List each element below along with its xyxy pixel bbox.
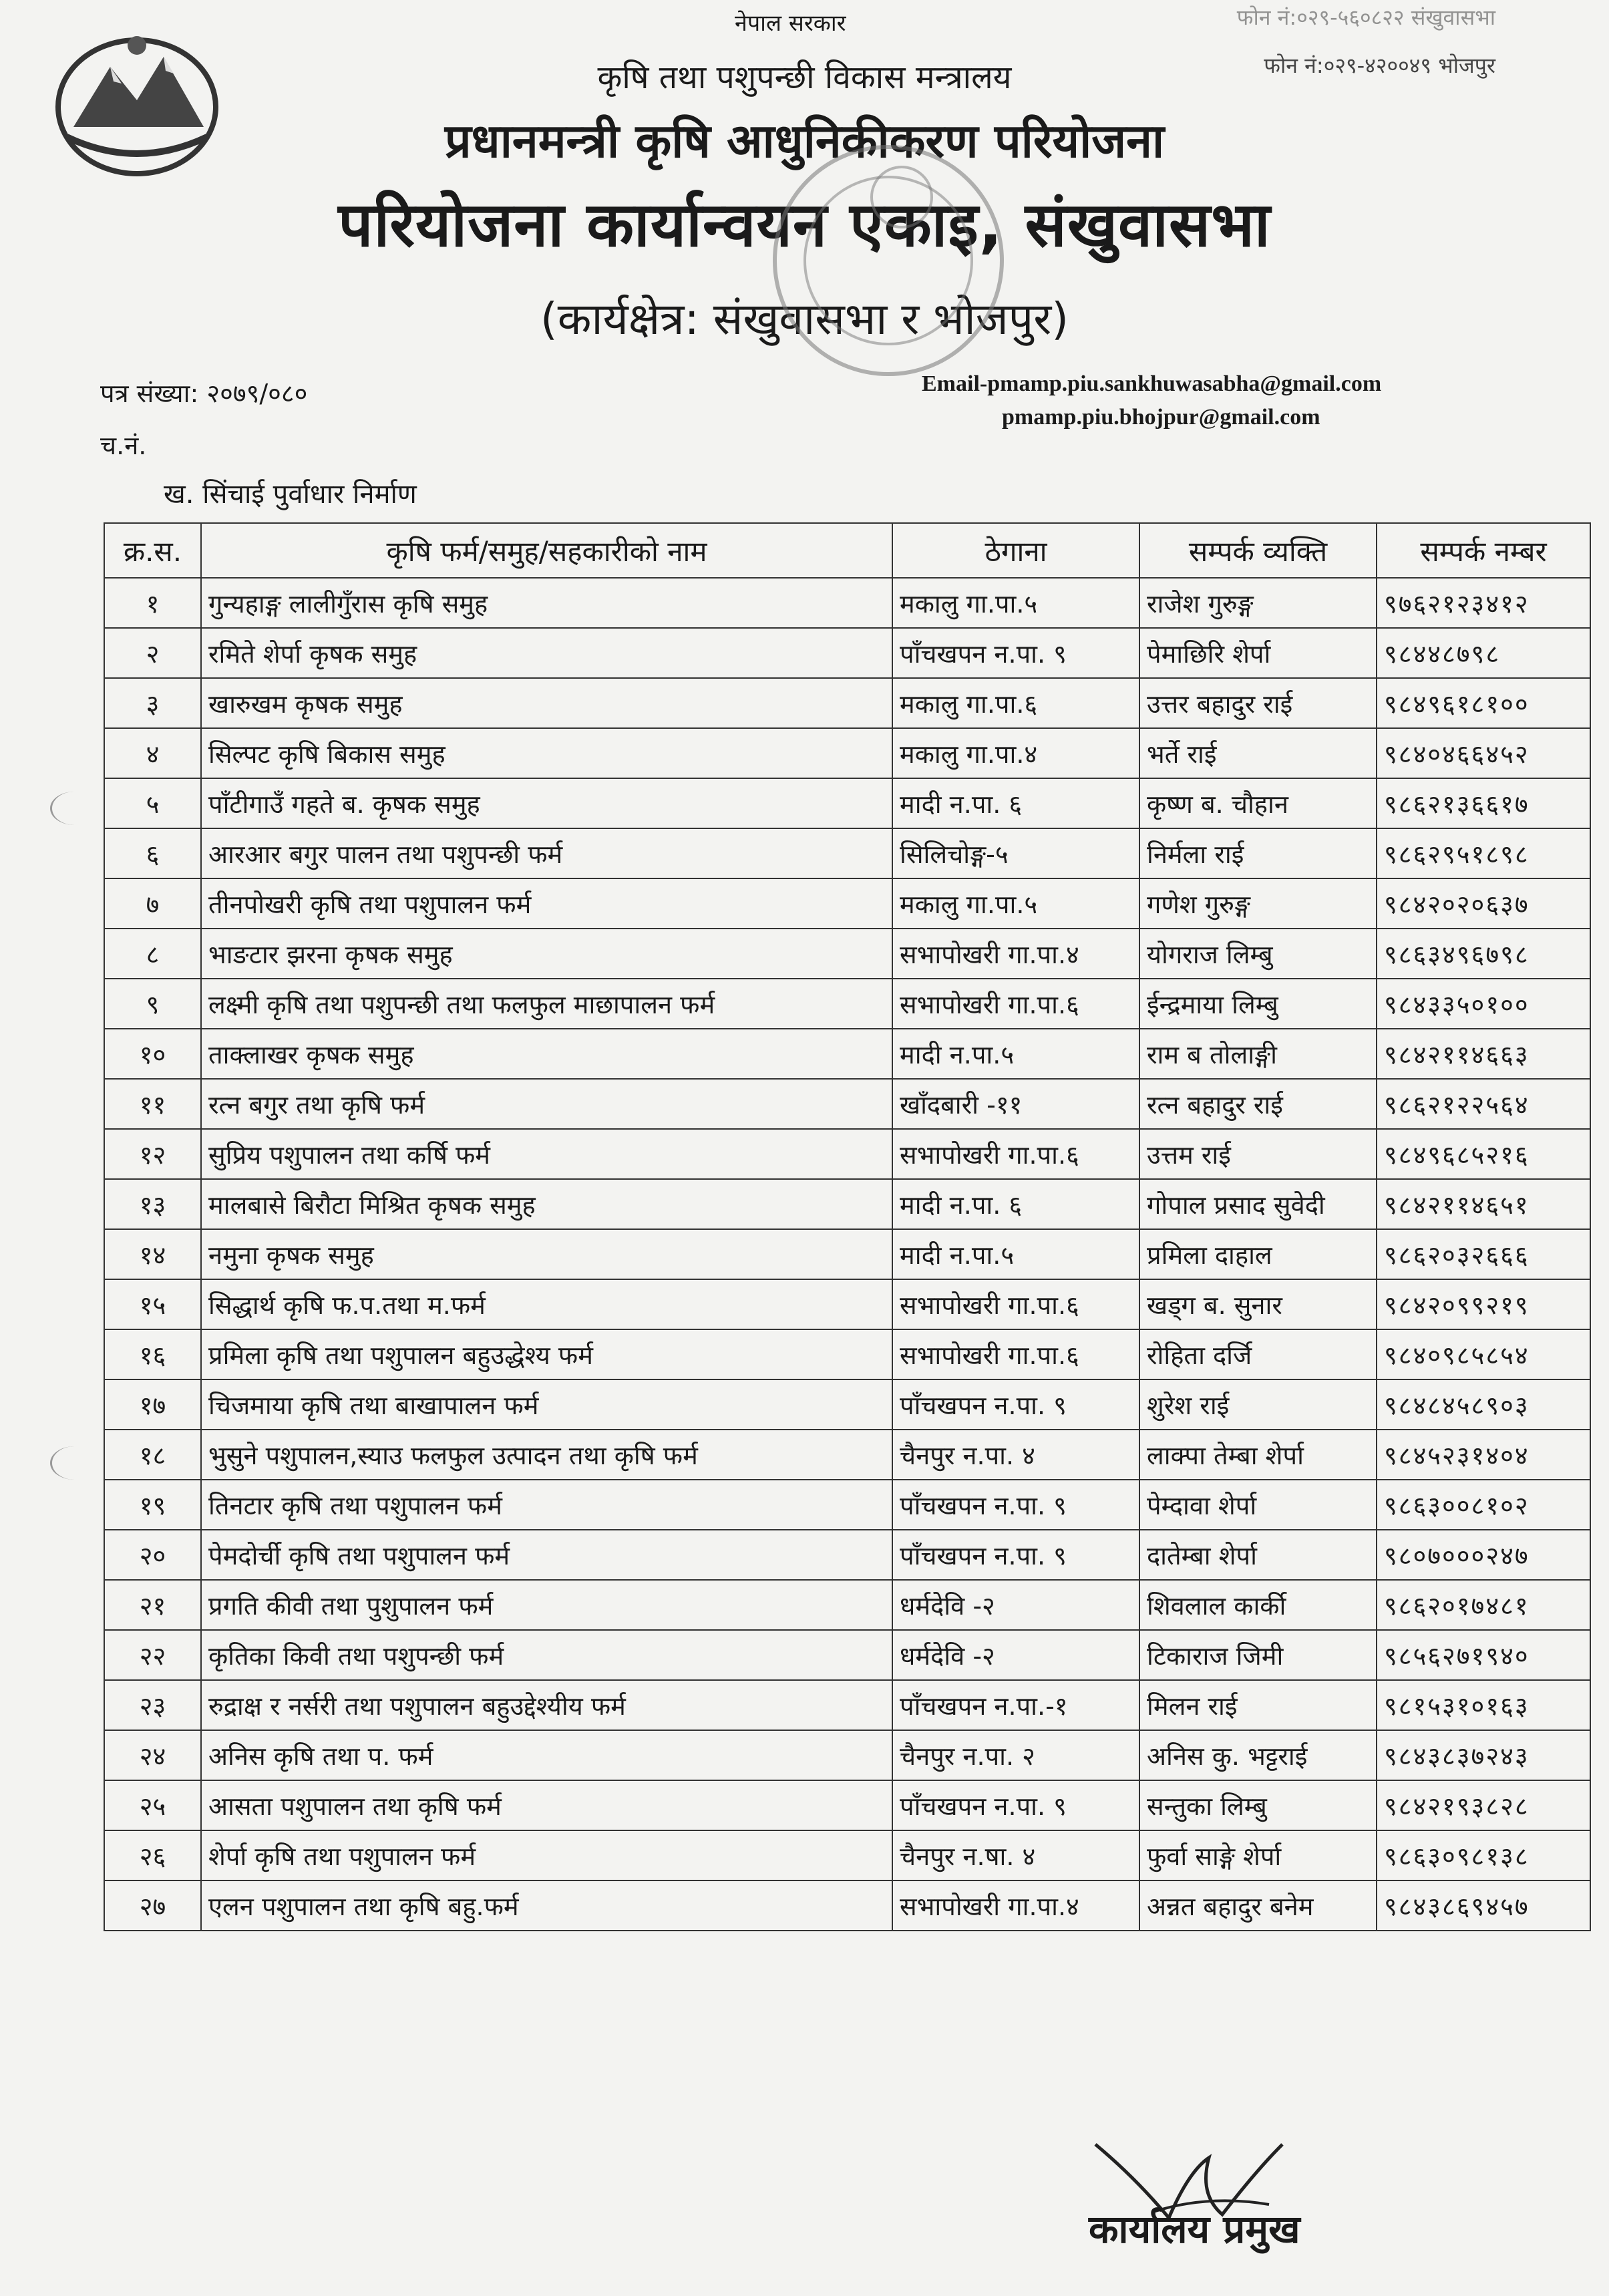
cell-name: खारुखम कृषक समुह (201, 678, 892, 728)
ministry-name: कृषि तथा पशुपन्छी विकास मन्त्रालय (597, 59, 1012, 96)
cell-serial: ६ (104, 828, 201, 878)
dispatch-number: च.नं. (100, 431, 147, 460)
table-row (104, 1530, 1590, 1580)
table-row (104, 1730, 1590, 1780)
cell-contact-person: रोहिता दर्जि (1139, 1329, 1377, 1379)
cell-serial: ५ (104, 778, 201, 828)
cell-serial: १ (104, 578, 201, 628)
cell-contact-number: ९८४०४६६४५२ (1377, 728, 1590, 778)
cell-name: लक्ष्मी कृषि तथा पशुपन्छी तथा फलफुल माछापालन फर्म (201, 979, 892, 1029)
cell-name: तिनटार कृषि तथा पशुपालन फर्म (201, 1480, 892, 1530)
cell-contact-number: ९८४२०९९२१९ (1377, 1279, 1590, 1329)
office-stamp-icon (755, 134, 1022, 387)
cell-contact-person: निर्मला राई (1139, 828, 1377, 878)
cell-contact-person: योगराज लिम्बु (1139, 929, 1377, 979)
cell-contact-number: ९८६३०९८१३८ (1377, 1830, 1590, 1880)
work-area: (कार्यक्षेत्र: संखुवासभा र भोजपुर) (540, 293, 1069, 345)
cell-contact-person: भर्ते राई (1139, 728, 1377, 778)
cell-serial: ९ (104, 979, 201, 1029)
cell-address: पाँचखपन न.पा. ९ (892, 628, 1139, 678)
cell-contact-number: ९८६२१२२५६४ (1377, 1079, 1590, 1129)
cell-contact-person: मिलन राई (1139, 1680, 1377, 1730)
cell-address: सभापोखरी गा.पा.४ (892, 929, 1139, 979)
cell-address: चैनपुर न.षा. ४ (892, 1830, 1139, 1880)
cell-serial: ८ (104, 929, 201, 979)
cell-address: मकालु गा.पा.५ (892, 878, 1139, 929)
cell-name: भुसुने पशुपालन,स्याउ फलफुल उत्पादन तथा कृषि फर्म (201, 1430, 892, 1480)
table-row (104, 929, 1590, 979)
cell-address: पाँचखपन न.पा. ९ (892, 1379, 1139, 1430)
table-row (104, 1780, 1590, 1830)
column-header-contact-person: सम्पर्क व्यक्ति (1139, 523, 1377, 578)
punch-hole-mark (50, 1446, 99, 1480)
cell-name: आसता पशुपालन तथा कृषि फर्म (201, 1780, 892, 1830)
cell-serial: २ (104, 628, 201, 678)
table-row (104, 1880, 1590, 1931)
cell-name: अनिस कृषि तथा प. फर्म (201, 1730, 892, 1780)
cell-address: सभापोखरी गा.पा.६ (892, 1279, 1139, 1329)
cell-serial: १६ (104, 1329, 201, 1379)
email-sankhuwasabha: Email-pmamp.piu.sankhuwasabha@gmail.com (922, 371, 1382, 396)
cell-contact-person: रत्न बहादुर राई (1139, 1079, 1377, 1129)
table-row (104, 1079, 1590, 1129)
cell-contact-number: ९८५६२७१९४० (1377, 1630, 1590, 1680)
cell-serial: १३ (104, 1179, 201, 1229)
cell-contact-person: कृष्ण ब. चौहान (1139, 778, 1377, 828)
cell-contact-number: ९८४५२३१४०४ (1377, 1430, 1590, 1480)
cell-serial: २६ (104, 1830, 201, 1880)
letter-number: पत्र संख्या: २०७९/०८० (100, 379, 308, 408)
cell-address: चैनपुर न.पा. २ (892, 1730, 1139, 1780)
cell-serial: १५ (104, 1279, 201, 1329)
program-name: प्रधानमन्त्री कृषि आधुनिकीकरण परियोजना (444, 114, 1165, 168)
table-row (104, 1029, 1590, 1079)
cell-address: सभापोखरी गा.पा.४ (892, 1880, 1139, 1931)
cell-contact-number: ९८४२०२०६३७ (1377, 878, 1590, 929)
table-row (104, 1229, 1590, 1279)
cell-contact-person: उत्तम राई (1139, 1129, 1377, 1179)
table-row (104, 628, 1590, 678)
cell-name: प्रगति कीवी तथा पुशुपालन फर्म (201, 1580, 892, 1630)
cell-contact-person: ईन्द्रमाया लिम्बु (1139, 979, 1377, 1029)
table-row (104, 1580, 1590, 1630)
cell-contact-person: प्रमिला दाहाल (1139, 1229, 1377, 1279)
cell-address: चैनपुर न.पा. ४ (892, 1430, 1139, 1480)
email-bhojpur: pmamp.piu.bhojpur@gmail.com (1002, 405, 1320, 430)
cell-name: सिद्धार्थ कृषि फ.प.तथा म.फर्म (201, 1279, 892, 1329)
table-row (104, 979, 1590, 1029)
cell-serial: २२ (104, 1630, 201, 1680)
table-row (104, 1480, 1590, 1530)
cell-name: पेमदोर्ची कृषि तथा पशुपालन फर्म (201, 1530, 892, 1580)
table-row (104, 878, 1590, 929)
table-row (104, 578, 1590, 628)
cell-name: नमुना कृषक समुह (201, 1229, 892, 1279)
cell-address: धर्मदेवि -२ (892, 1630, 1139, 1680)
cell-serial: १९ (104, 1480, 201, 1530)
cell-contact-person: शुरेश राई (1139, 1379, 1377, 1430)
cell-address: मादी न.पा. ६ (892, 1179, 1139, 1229)
column-header-serial: क्र.स. (104, 523, 201, 578)
cell-address: सभापोखरी गा.पा.६ (892, 979, 1139, 1029)
cell-serial: १४ (104, 1229, 201, 1279)
cell-serial: १० (104, 1029, 201, 1079)
cell-name: मालबासे बिरौटा मिश्रित कृषक समुह (201, 1179, 892, 1229)
beneficiary-table (104, 522, 1591, 1931)
cell-address: मादी न.पा.५ (892, 1029, 1139, 1079)
cell-contact-number: ९८४४८७९८ (1377, 628, 1590, 678)
signatory-title: कार्यालय प्रमुख (1089, 2206, 1300, 2252)
cell-contact-person: फुर्वा साङ्गे शेर्पा (1139, 1830, 1377, 1880)
cell-name: प्रमिला कृषि तथा पशुपालन बहुउद्धेश्य फर्म (201, 1329, 892, 1379)
column-header-name: कृषि फर्म/समुह/सहकारीको नाम (201, 523, 892, 578)
cell-name: रत्न बगुर तथा कृषि फर्म (201, 1079, 892, 1129)
cell-name: आरआर बगुर पालन तथा पशुपन्छी फर्म (201, 828, 892, 878)
cell-serial: २३ (104, 1680, 201, 1730)
cell-name: रमिते शेर्पा कृषक समुह (201, 628, 892, 678)
cell-contact-person: सन्तुका लिम्बु (1139, 1780, 1377, 1830)
cell-serial: २५ (104, 1780, 201, 1830)
cell-address: पाँचखपन न.पा. ९ (892, 1480, 1139, 1530)
cell-name: सिल्पट कृषि बिकास समुह (201, 728, 892, 778)
cell-name: तीनपोखरी कृषि तथा पशुपालन फर्म (201, 878, 892, 929)
cell-contact-number: ९८१५३१०१६३ (1377, 1680, 1590, 1730)
cell-contact-number: ९८४०९८५८५४ (1377, 1329, 1590, 1379)
column-header-contact-number: सम्पर्क नम्बर (1377, 523, 1590, 578)
punch-hole-mark (50, 792, 99, 825)
cell-name: ताक्लाखर कृषक समुह (201, 1029, 892, 1079)
table-row (104, 1830, 1590, 1880)
cell-contact-person: पेमाछिरि शेर्पा (1139, 628, 1377, 678)
cell-contact-person: दातेम्बा शेर्पा (1139, 1530, 1377, 1580)
cell-address: मादी न.पा.५ (892, 1229, 1139, 1279)
cell-contact-person: शिवलाल कार्की (1139, 1580, 1377, 1630)
cell-address: मकालु गा.पा.५ (892, 578, 1139, 628)
table-row (104, 1329, 1590, 1379)
cell-contact-number: ९८४२११४६६३ (1377, 1029, 1590, 1079)
phone-sankhuwasabha: फोन नं:०२९-५६०८२२ संखुवासभा (1236, 5, 1495, 30)
cell-serial: २१ (104, 1580, 201, 1630)
cell-name: चिजमाया कृषि तथा बाखापालन फर्म (201, 1379, 892, 1430)
cell-contact-number: ९८६२९५१८९८ (1377, 828, 1590, 878)
cell-serial: ११ (104, 1079, 201, 1129)
cell-serial: ३ (104, 678, 201, 728)
cell-contact-person: अनिस कु. भट्टराई (1139, 1730, 1377, 1780)
cell-contact-number: ९७६२१२३४१२ (1377, 578, 1590, 628)
table-row (104, 1680, 1590, 1730)
cell-contact-number: ९८४२११४६५१ (1377, 1179, 1590, 1229)
table-row (104, 728, 1590, 778)
table-row (104, 1129, 1590, 1179)
cell-address: पाँचखपन न.पा. ९ (892, 1530, 1139, 1580)
cell-serial: १७ (104, 1379, 201, 1430)
cell-address: मादी न.पा. ६ (892, 778, 1139, 828)
cell-address: सभापोखरी गा.पा.६ (892, 1129, 1139, 1179)
cell-contact-number: ९८४८४५८९०३ (1377, 1379, 1590, 1430)
cell-contact-number: ९८६२०३२६६६ (1377, 1229, 1590, 1279)
cell-serial: १२ (104, 1129, 201, 1179)
cell-contact-person: लाक्पा तेम्बा शेर्पा (1139, 1430, 1377, 1480)
cell-address: मकालु गा.पा.६ (892, 678, 1139, 728)
table-header-row (104, 523, 1590, 578)
cell-serial: ४ (104, 728, 201, 778)
cell-contact-person: टिकाराज जिमी (1139, 1630, 1377, 1680)
cell-contact-person: पेम्दावा शेर्पा (1139, 1480, 1377, 1530)
email-block (922, 367, 1381, 434)
cell-address: सभापोखरी गा.पा.६ (892, 1329, 1139, 1379)
cell-contact-number: ९८६३००८१०२ (1377, 1480, 1590, 1530)
cell-contact-number: ९८४२१९३८२८ (1377, 1780, 1590, 1830)
cell-contact-person: खड्ग ब. सुनार (1139, 1279, 1377, 1329)
table-row (104, 1379, 1590, 1430)
table-row (104, 778, 1590, 828)
cell-address: पाँचखपन न.पा. ९ (892, 1780, 1139, 1830)
cell-contact-person: राजेश गुरुङ्ग (1139, 578, 1377, 628)
table-row (104, 1179, 1590, 1229)
cell-contact-number: ९८४३३५०१०० (1377, 979, 1590, 1029)
cell-contact-number: ९८६३४९६७९८ (1377, 929, 1590, 979)
cell-contact-number: ९८४९६१८१०० (1377, 678, 1590, 728)
cell-address: मकालु गा.पा.४ (892, 728, 1139, 778)
cell-serial: १८ (104, 1430, 201, 1480)
cell-name: कृतिका किवी तथा पशुपन्छी फर्म (201, 1630, 892, 1680)
cell-contact-number: ९८४९६८५२१६ (1377, 1129, 1590, 1179)
cell-contact-number: ९८४३८६९४५७ (1377, 1880, 1590, 1931)
cell-contact-person: गणेश गुरुङ्ग (1139, 878, 1377, 929)
cell-contact-number: ९८०७०००२४७ (1377, 1530, 1590, 1580)
cell-contact-person: अन्नत बहादुर बनेम (1139, 1880, 1377, 1931)
table-row (104, 828, 1590, 878)
cell-name: शेर्पा कृषि तथा पशुपालन फर्म (201, 1830, 892, 1880)
government-name: नेपाल सरकार (735, 10, 846, 37)
cell-serial: २४ (104, 1730, 201, 1780)
cell-serial: २० (104, 1530, 201, 1580)
cell-contact-person: गोपाल प्रसाद सुवेदी (1139, 1179, 1377, 1229)
cell-contact-number: ९८४३८३७२४३ (1377, 1730, 1590, 1780)
table-row (104, 1430, 1590, 1480)
cell-name: रुद्राक्ष र नर्सरी तथा पशुपालन बहुउद्देश्यीय फर्म (201, 1680, 892, 1730)
cell-contact-number: ९८६२१३६६१७ (1377, 778, 1590, 828)
cell-contact-number: ९८६२०१७४८१ (1377, 1580, 1590, 1630)
cell-address: खाँदबारी -११ (892, 1079, 1139, 1129)
unit-name: परियोजना कार्यान्वयन एकाइ, संखुवासभा (338, 189, 1271, 261)
phone-bhojpur: फोन नं:०२९-४२००४९ भोजपुर (1264, 53, 1495, 78)
cell-name: गुन्यहाङ्ग लालीगुँरास कृषि समुह (201, 578, 892, 628)
cell-serial: २७ (104, 1880, 201, 1931)
cell-address: धर्मदेवि -२ (892, 1580, 1139, 1630)
column-header-address: ठेगाना (892, 523, 1139, 578)
cell-name: पाँटीगाउँ गहते ब. कृषक समुह (201, 778, 892, 828)
table-row (104, 1630, 1590, 1680)
table-row (104, 678, 1590, 728)
cell-name: एलन पशुपालन तथा कृषि बहु.फर्म (201, 1880, 892, 1931)
cell-name: सुप्रिय पशुपालन तथा कर्षि फर्म (201, 1129, 892, 1179)
cell-address: सिलिचोङ्ग-५ (892, 828, 1139, 878)
cell-contact-person: उत्तर बहादुर राई (1139, 678, 1377, 728)
cell-name: भाङटार झरना कृषक समुह (201, 929, 892, 979)
table-row (104, 1279, 1590, 1329)
cell-contact-person: राम ब तोलाङ्गी (1139, 1029, 1377, 1079)
cell-serial: ७ (104, 878, 201, 929)
cell-address: पाँचखपन न.पा.-१ (892, 1680, 1139, 1730)
section-title: ख. सिंचाई पुर्वाधार निर्माण (164, 479, 417, 510)
